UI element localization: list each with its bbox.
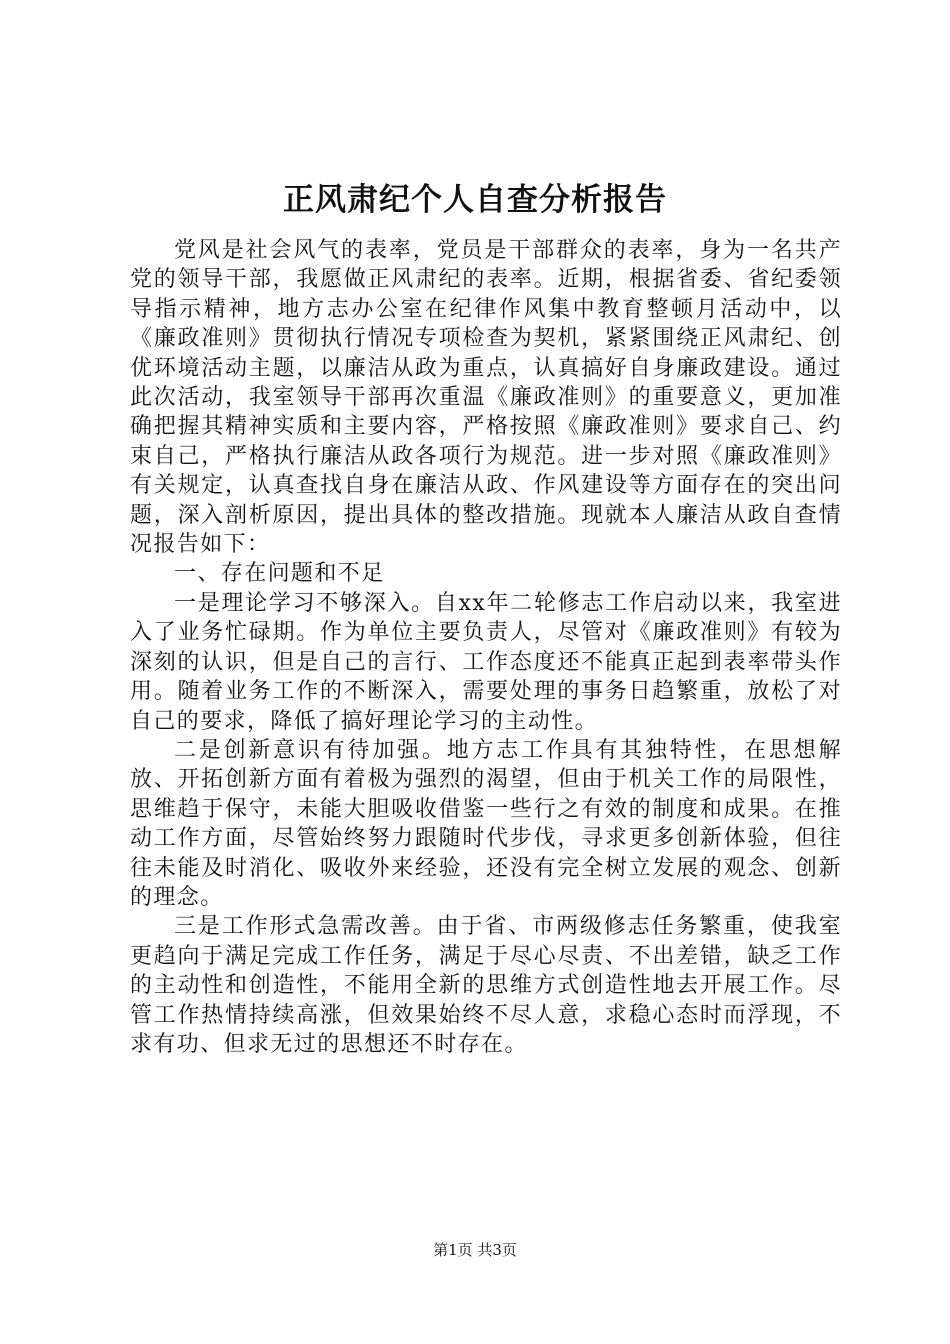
page-number-footer: 第1页 共3页	[433, 1241, 517, 1259]
paragraph-intro: 党风是社会风气的表率，党员是干部群众的表率，身为一名共产党的领导干部，我愿做正风肃纪的表率。近期，根据省委、省纪委领导指示精神，地方志办公室在纪律作风集中教育整顿月活动中，以《廉政准则》贯彻执行情况专项检查为契机，紧紧围绕正风肃纪、创优环境活动主题，以廉洁从政为重点，认真搞好自身廉政建设。通过此次活动，我室领导干部再次重温《廉政准则》的重要意义，更加准确把握其精神实质和主要内容，严格按照《廉政准则》要求自己、约束自己，严格执行廉洁从政各项行为规范。进一步对照《廉政准则》有关规定，认真查找自身在廉洁从政、作风建设等方面存在的突出问题，深入剖析原因，提出具体的整改措施。现就本人廉洁从政自查情况报告如下：	[130, 238, 842, 558]
paragraph-work-style: 三是工作形式急需改善。由于省、市两级修志任务繁重，使我室更趋向于满足完成工作任务，满足于尽心尽责、不出差错，缺乏工作的主动性和创造性，不能用全新的思维方式创造性地去开展工作。尽管工作热情持续高涨，但效果始终不尽人意，求稳心态时而浮现，不求有功、但求无过的思想还不时存在。	[130, 914, 842, 1057]
paragraph-theory-study: 一是理论学习不够深入。自xx年二轮修志工作启动以来，我室进入了业务忙碌期。作为单位主要负责人，尽管对《廉政准则》有较为深刻的认识，但是自己的言行、工作态度还不能真正起到表率带头作用。随着业务工作的不断深入，需要处理的事务日趋繁重，放松了对自己的要求，降低了搞好理论学习的主动性。	[130, 590, 842, 734]
paragraph-innovation: 二是创新意识有待加强。地方志工作具有其独特性，在思想解放、开拓创新方面有着极为强烈的渴望，但由于机关工作的局限性，思维趋于保守，未能大胆吸收借鉴一些行之有效的制度和成果。在推动工作方面，尽管始终努力跟随时代步伐，寻求更多创新体验，但往往未能及时消化、吸收外来经验，还没有完全树立发展的观念、创新的理念。	[130, 737, 842, 910]
section-heading-problems: 一、存在问题和不足	[174, 561, 385, 587]
document-title: 正风肃纪个人自查分析报告	[283, 182, 667, 218]
document-body	[130, 236, 842, 1059]
